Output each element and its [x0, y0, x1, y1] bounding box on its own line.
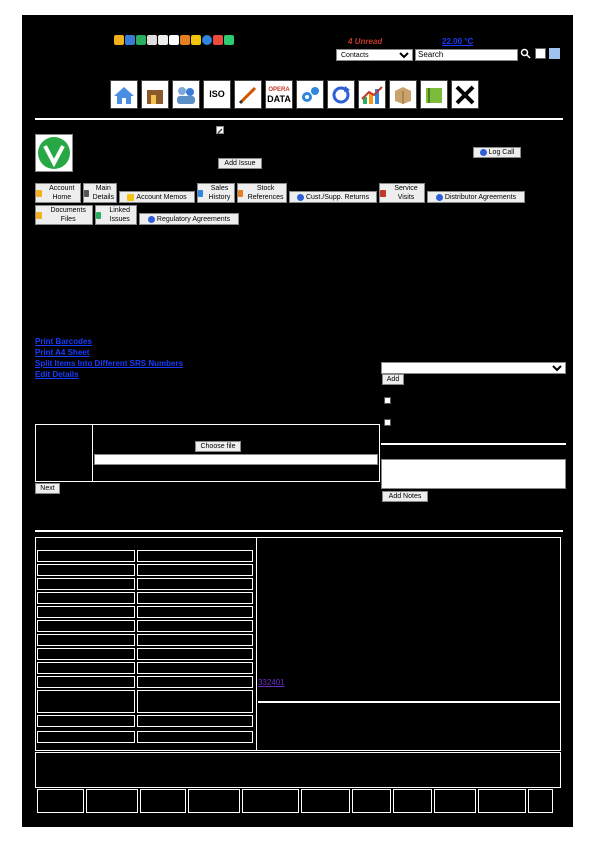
data-top-label: OPERA	[268, 86, 290, 93]
next-button[interactable]: Next	[35, 483, 60, 494]
home-icon[interactable]	[110, 80, 138, 109]
divider	[381, 443, 566, 445]
detail-cell	[137, 634, 253, 646]
refresh-icon[interactable]	[327, 80, 355, 109]
tab-documents-files[interactable]: Documents Files	[35, 205, 93, 225]
regulatory-tab-icon	[148, 216, 155, 223]
tools-icon[interactable]	[180, 35, 190, 45]
checkbox-1[interactable]	[384, 397, 391, 404]
pencil-icon[interactable]	[234, 80, 262, 109]
pencil-tab-icon	[84, 190, 89, 197]
edit-details-link[interactable]: Edit Details	[35, 370, 79, 379]
reference-number-link[interactable]: 332401	[258, 678, 285, 687]
detail-cell	[137, 731, 253, 743]
print-a4-link[interactable]: Print A4 Sheet	[35, 348, 90, 357]
detail-cell	[37, 662, 135, 674]
shop-icon[interactable]	[141, 80, 169, 109]
link-tab-icon	[96, 212, 101, 219]
alert-icon[interactable]	[213, 35, 223, 45]
detail-cell	[137, 592, 253, 604]
detail-cell	[137, 606, 253, 618]
users-small-icon[interactable]	[549, 48, 560, 59]
upload-panel	[35, 424, 380, 482]
quick-icons-bar	[114, 35, 234, 45]
data-icon[interactable]	[265, 80, 293, 109]
detail-cell	[137, 690, 253, 713]
choose-file-button[interactable]: Choose file	[195, 441, 241, 452]
phone-icon	[480, 149, 487, 156]
tab-main-details[interactable]: Main Details	[83, 183, 117, 203]
note-icon[interactable]	[191, 35, 201, 45]
log-call-button[interactable]	[473, 147, 521, 158]
contacts-select[interactable]	[336, 49, 413, 61]
book-icon[interactable]	[420, 80, 448, 109]
detail-cell	[37, 592, 135, 604]
wrench-tab-icon	[380, 190, 386, 197]
data-label: DATA	[267, 93, 291, 104]
agreement-tab-icon	[436, 194, 443, 201]
tab-stock-references[interactable]: Stock References	[237, 183, 287, 203]
page-icon[interactable]	[169, 35, 179, 45]
divider	[256, 537, 257, 751]
footer-cell	[393, 789, 432, 813]
detail-cell	[37, 578, 135, 590]
detail-cell	[137, 715, 253, 727]
clock-icon[interactable]	[202, 35, 212, 45]
stock-tab-icon	[238, 190, 243, 197]
notes-textarea[interactable]	[381, 459, 566, 489]
gears-icon[interactable]	[296, 80, 324, 109]
returns-tab-icon	[297, 194, 304, 201]
detail-cell	[37, 634, 135, 646]
tab-linked-issues[interactable]: Linked Issues	[95, 205, 137, 225]
detail-cell	[137, 564, 253, 576]
main-toolbar	[110, 80, 479, 109]
detail-cell	[137, 662, 253, 674]
detail-cell	[137, 550, 253, 562]
box-icon[interactable]	[389, 80, 417, 109]
detail-cell	[37, 564, 135, 576]
footer-cell	[140, 789, 186, 813]
detail-cell	[137, 648, 253, 660]
iso-label: ISO	[209, 89, 225, 99]
tab-service-visits[interactable]: Service Visits	[379, 183, 425, 203]
add-issue-button[interactable]: Add Issue	[218, 158, 262, 169]
detail-cell	[137, 578, 253, 590]
footer-cell	[188, 789, 240, 813]
add-notes-button[interactable]: Add Notes	[382, 491, 428, 502]
print-barcodes-link[interactable]: Print Barcodes	[35, 337, 92, 346]
money-icon[interactable]	[224, 35, 234, 45]
search-input[interactable]: Search	[415, 49, 518, 61]
detail-cell	[37, 648, 135, 660]
tab-returns[interactable]: Cust./Supp. Returns	[289, 191, 377, 203]
detail-cell	[137, 620, 253, 632]
divider	[35, 118, 563, 120]
grid-icon[interactable]	[147, 35, 157, 45]
divider	[92, 424, 93, 482]
file-description-input[interactable]	[94, 454, 378, 465]
chart-icon[interactable]	[358, 80, 386, 109]
users-icon[interactable]	[172, 80, 200, 109]
recycle-icon[interactable]	[136, 35, 146, 45]
home-tab-icon	[36, 190, 42, 197]
footer-cell	[478, 789, 526, 813]
window-icon[interactable]	[158, 35, 168, 45]
footer-cell	[242, 789, 299, 813]
memo-tab-icon	[127, 194, 134, 201]
iso-icon[interactable]	[203, 80, 231, 109]
footer-cell	[301, 789, 350, 813]
footer-cell	[352, 789, 391, 813]
company-logo	[35, 134, 73, 172]
tab-regulatory-agreements[interactable]: Regulatory Agreements	[139, 213, 239, 225]
detail-cell	[37, 715, 135, 727]
footer-cell	[528, 789, 553, 813]
folder-tab-icon	[36, 212, 42, 219]
globe-icon[interactable]	[125, 35, 135, 45]
tab-account-home[interactable]: Account Home	[35, 183, 81, 203]
detail-cell	[137, 676, 253, 688]
edit-window-icon[interactable]	[535, 48, 546, 59]
star-icon[interactable]	[114, 35, 124, 45]
detail-cell	[37, 550, 135, 562]
detail-cell	[37, 731, 135, 743]
temperature-link[interactable]: 22.00 °C	[442, 37, 474, 46]
chart-tab-icon	[198, 190, 203, 197]
unread-count[interactable]: 4 Unread	[348, 37, 383, 46]
detail-cell	[37, 606, 135, 618]
tab-account-memos[interactable]: Account Memos	[119, 191, 195, 203]
search-icon[interactable]	[520, 48, 531, 59]
detail-cell	[37, 676, 135, 688]
footer-cell	[37, 789, 84, 813]
divider	[258, 701, 560, 703]
tab-distributor-agreements[interactable]: Distributor Agreements	[427, 191, 525, 203]
footer-panel	[35, 752, 561, 788]
detail-cell	[37, 620, 135, 632]
edit-icon[interactable]	[216, 126, 224, 134]
close-icon[interactable]	[451, 80, 479, 109]
footer-cell	[86, 789, 138, 813]
footer-cell	[434, 789, 476, 813]
divider	[35, 530, 563, 532]
checkbox-2[interactable]	[384, 419, 391, 426]
split-items-link[interactable]: Split Items Into Different SRS Numbers	[35, 359, 184, 368]
detail-cell	[37, 690, 135, 713]
log-call-label: Log Call	[488, 149, 515, 156]
right-select[interactable]	[381, 362, 566, 374]
tab-sales-history[interactable]: Sales History	[197, 183, 235, 203]
add-button[interactable]: Add	[382, 374, 404, 385]
